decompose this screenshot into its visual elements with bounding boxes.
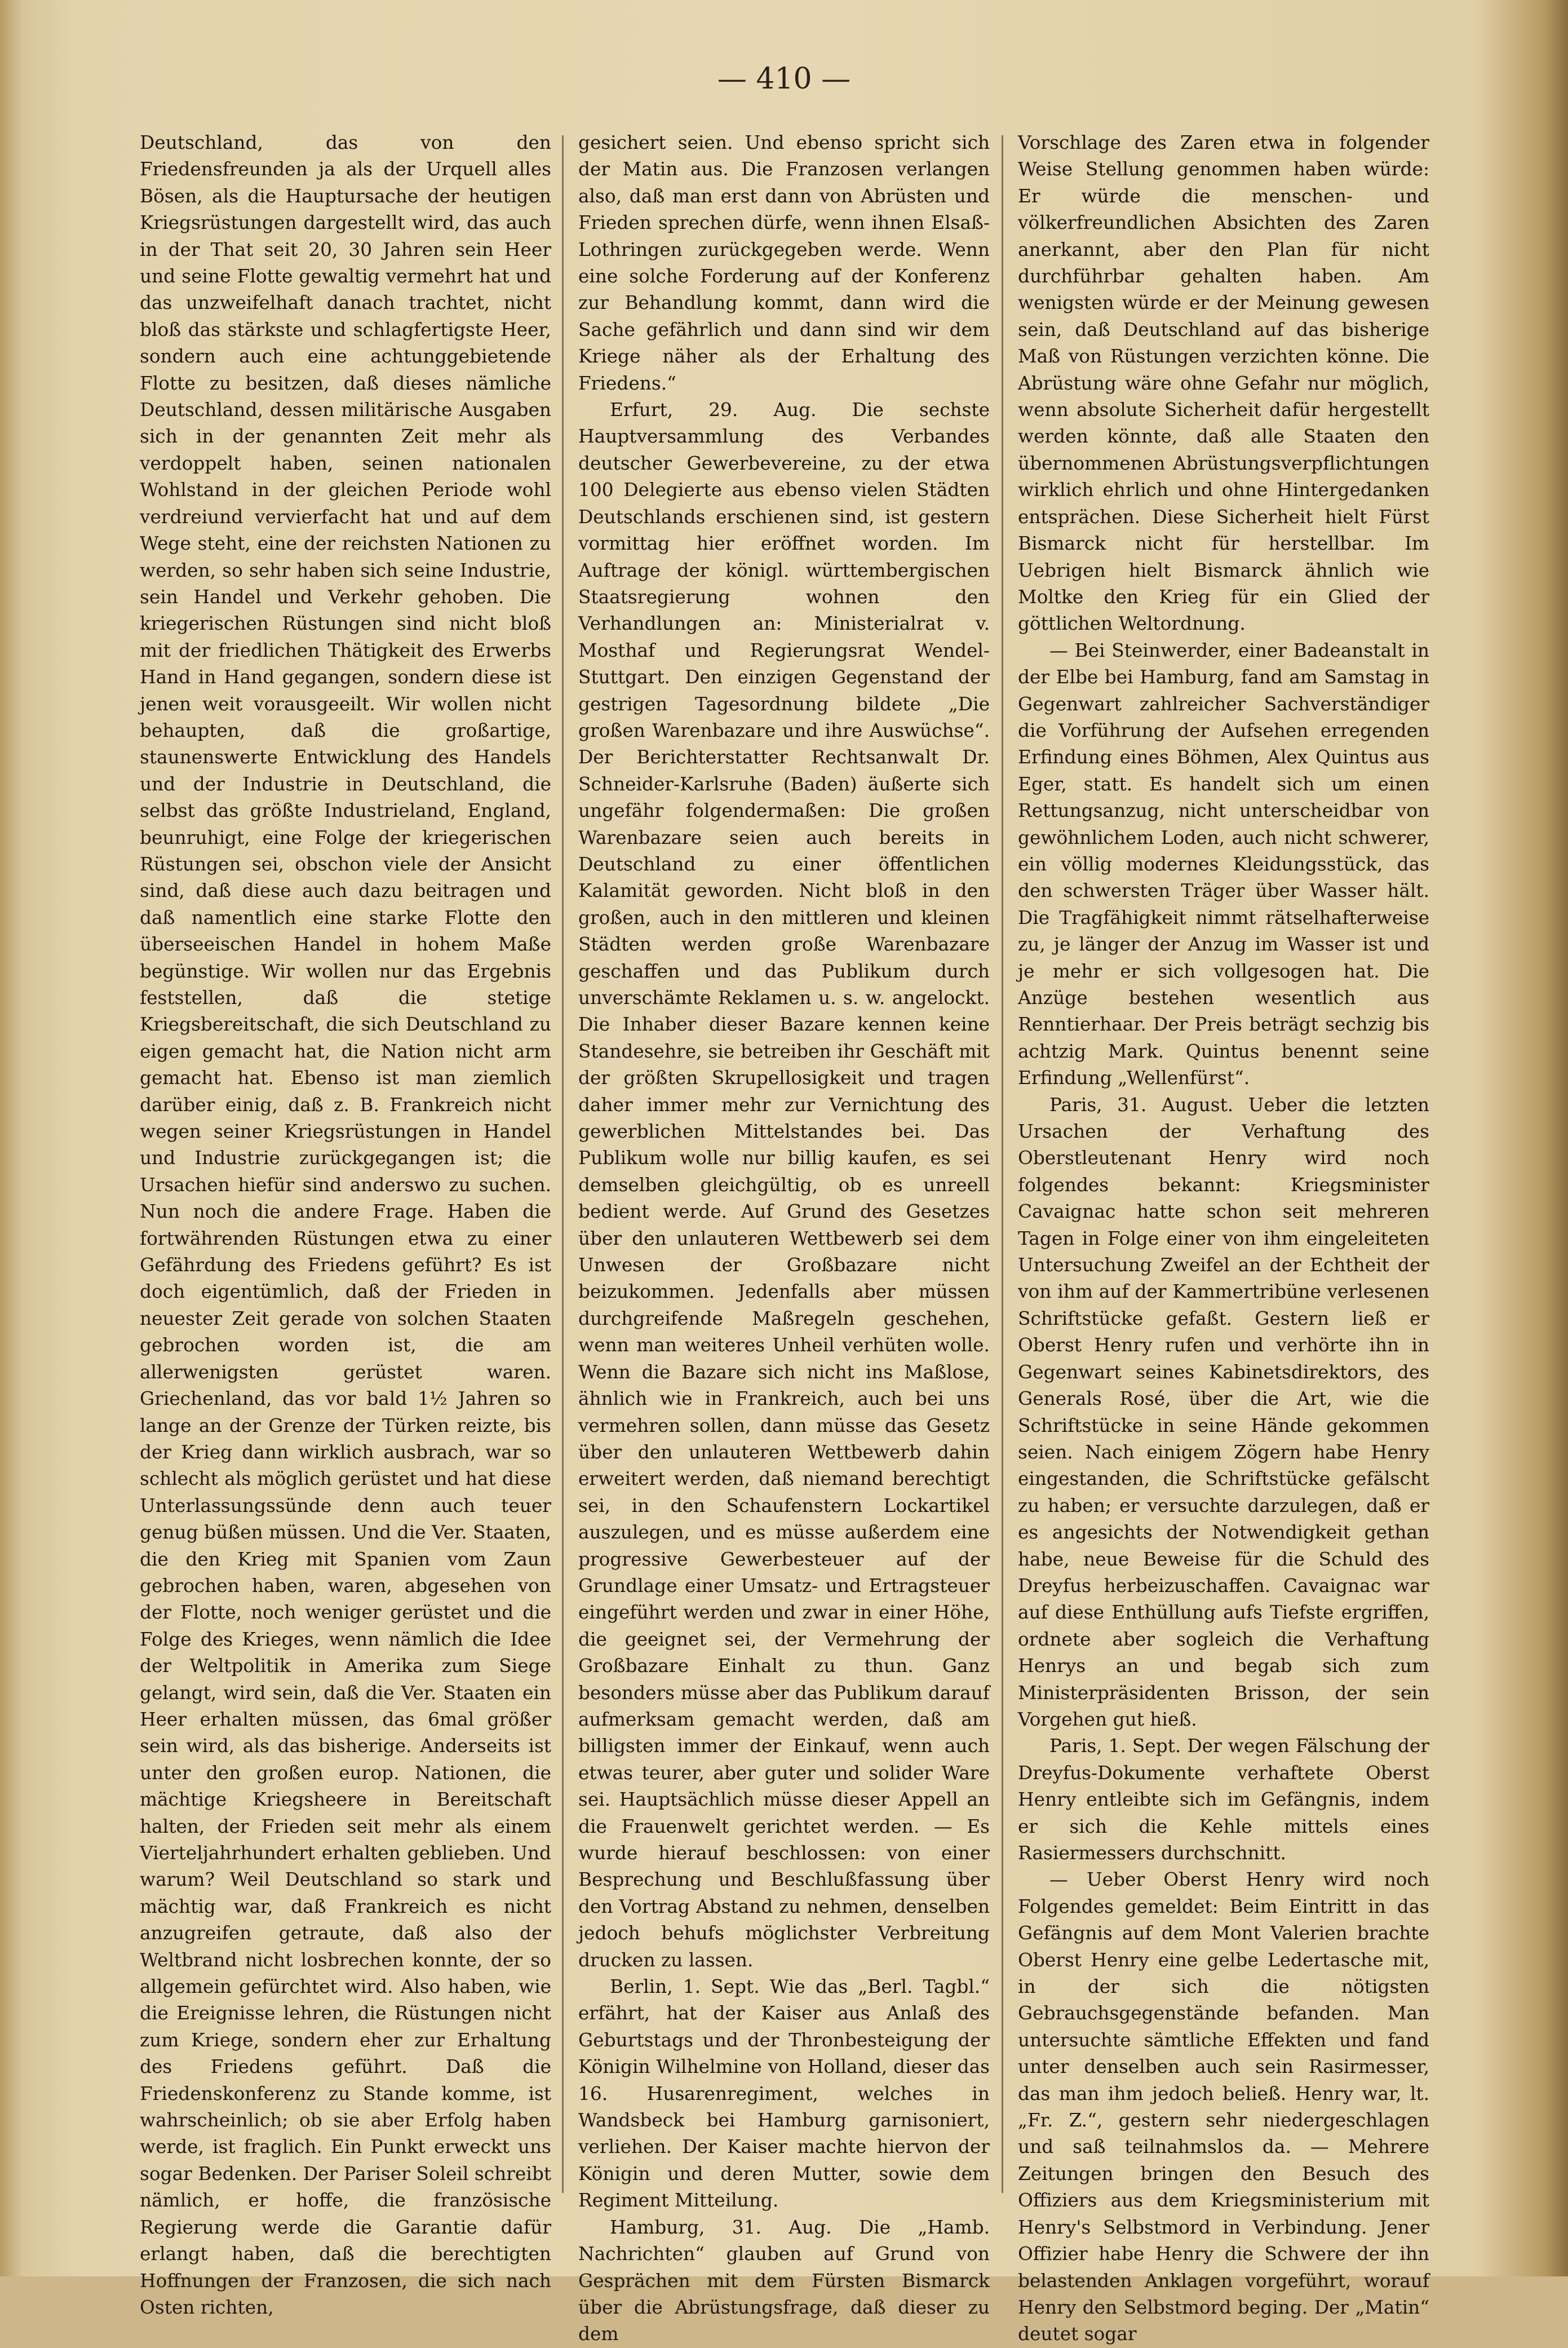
column-divider <box>1002 135 1003 2193</box>
news-item-hamburg: Hamburg, 31. Aug. Die „Hamb. Nachrichten“ glauben auf Grund von Gesprächen mit dem Fürsten Bismarck über die Abrüstungsfrage, daß dieser zu dem <box>578 2216 990 2345</box>
paragraph: Vorschlage des Zaren etwa in folgender Weise Stellung genommen haben würde: Er würde die menschen- und völkerfreundlichen Absichten des Zaren anerkannt, aber den Plan für nicht durchführbar gehalten haben. Am wenigsten würde er der Meinung gewesen sein, daß Deutschland auf das bisherige Maß von Rüstungen verzichten könne. Die Abrüstung wäre ohne Gefahr nur möglich, wenn absolute Sicherheit dafür hergestellt werden könnte, daß alle Staaten den übernommenen Abrüstungsverpflichtungen wirklich ehrlich und ohne Hintergedanken entsprächen. Diese Sicherheit hielt Fürst Bismarck nicht für herstellbar. Im Uebrigen hielt Bismarck ähnlich wie Moltke den Krieg für ein Glied der göttlichen Weltordnung. <box>1018 132 1429 635</box>
page-number: — 410 — <box>717 62 851 96</box>
news-item-berlin: Berlin, 1. Sept. Wie das „Berl. Tagbl.“ erfährt, hat der Kaiser aus Anlaß des Geburtstags und der Thronbesteigung der Königin Wilhelmine von Holland, dieser das 16. Husarenregiment, welches in Wandsbeck bei Hamburg garnisoniert, verliehen. Der Kaiser machte hiervon der Königin und deren Mutter, sowie dem Regiment Mitteilung. <box>578 1976 990 2212</box>
text-column-3 <box>1018 130 1429 2348</box>
news-item-steinwerder: — Bei Steinwerder, einer Badeanstalt in der Elbe bei Hamburg, fand am Samstag in Gegenwart zahlreicher Sachverständiger die Vorführung der Aufsehen erregenden Erfindung eines Böhmen, Alex Quintus aus Eger, statt. Es handelt sich um einen Rettungsanzug, nicht unterscheidbar von gewöhnlichem Loden, auch nicht schwerer, ein völlig modernes Kleidungsstück, das den schwersten Träger über Wasser hält. Die Tragfähigkeit nimmt rätselhafterweise zu, je länger der Anzug im Wasser ist und je mehr er sich vollgesogen hat. Die Anzüge bestehen wesentlich aus Renntierhaar. Der Preis beträgt sechzig bis achtzig Mark. Quintus benennt seine Erfindung „Wellenfürst“. <box>1018 639 1429 1089</box>
paragraph: gesichert seien. Und ebenso spricht sich der Matin aus. Die Franzosen verlangen also, daß man erst dann von Abrüsten und Frieden sprechen dürfe, wenn ihnen Elsaß-Lothringen zurückgegeben werde. Wenn eine solche Forderung auf der Konferenz zur Behandlung kommt, dann wird die Sache gefährlich und dann sind wir dem Kriege näher als der Erhaltung des Friedens.“ <box>578 132 990 394</box>
column-divider <box>562 135 564 2193</box>
news-item-paris-31-august: Paris, 31. August. Ueber die letzten Ursachen der Verhaftung des Oberstleutenant Henry wird noch folgendes bekannt: Kriegsminister Cavaignac hatte schon seit mehreren Tagen in Folge einer von ihm eingeleiteten Untersuchung Zweifel an der Echtheit der von ihm auf der Kammertribüne verlesenen Schriftstücke gefaßt. Gestern ließ er Oberst Henry rufen und verhörte ihn in Gegenwart seines Kabinetsdirektors, des Generals Rosé, über die Art, wie die Schriftstücke in seine Hände gekommen seien. Nach einigem Zögern habe Henry eingestanden, die Schriftstücke gefälscht zu haben; er versuchte darzulegen, daß er es angesichts der Notwendigkeit gethan habe, neue Beweise für die Schuld des Dreyfus herbeizuschaffen. Cavaignac war auf diese Enthüllung aufs Tiefste ergriffen, ordnete aber sogleich die Verhaftung Henrys an und begab sich zum Ministerpräsidenten Brisson, der sein Vorgehen gut hieß. <box>1018 1094 1429 1730</box>
news-item-oberst-henry: — Ueber Oberst Henry wird noch Folgendes gemeldet: Beim Eintritt in das Gefängnis auf dem Mont Valerien brachte Oberst Henry eine gelbe Ledertasche mit, in der sich die nötigsten Gebrauchsgegenstände befanden. Man untersuchte sämtliche Effekten und fand unter denselben auch sein Rasirmesser, das man ihm jedoch beließ. Henry war, lt. „Fr. Z.“, gestern sehr niedergeschlagen und saß teilnahmslos da. — Mehrere Zeitungen bringen den Besuch des Offiziers aus dem Kriegsministerium mit Henry's Selbstmord in Verbindung. Jener Offizier habe Henry die Schwere der ihn belastenden Anklagen vorgeführt, worauf Henry den Selbstmord beging. Der „Matin“ deutet sogar <box>1018 1869 1429 2345</box>
news-item-erfurt: Erfurt, 29. Aug. Die sechste Hauptversammlung des Verbandes deutscher Gewerbevereine, zu der etwa 100 Delegierte aus ebenso vielen Städten Deutschlands erschienen sind, ist gestern vormittag hier eröffnet worden. Im Auftrage der königl. württembergischen Staatsregierung wohnen den Verhandlungen an: Ministerialrat v. Mosthaf und Regierungsrat Wendel-Stuttgart. Den einzigen Gegenstand der gestrigen Tagesordnung bildete „Die großen Warenbazare und ihre Auswüchse“. Der Berichterstatter Rechtsanwalt Dr. Schneider-Karlsruhe (Baden) äußerte sich ungefähr folgendermaßen: Die großen Warenbazare seien auch bereits in Deutschland zu einer öffentlichen Kalamität geworden. Nicht bloß in den großen, auch in den mittleren und kleinen Städten werden große Warenbazare geschaffen und das Publikum durch unverschämte Reklamen u. s. w. angelockt. Die Inhaber dieser Bazare kennen keine Standesehre, sie betreiben ihr Geschäft mit der größten Skrupellosigkeit und tragen daher immer mehr zur Vernichtung des gewerblichen Mittelstandes bei. Das Publikum wolle nur billig kaufen, es sei demselben gleichgültig, ob es unreell bedient werde. Auf Grund des Gesetzes über den unlauteren Wettbewerb sei dem Unwesen der Großbazare nicht beizukommen. Jedenfalls aber müssen durchgreifende Maßregeln geschehen, wenn man weiteres Unheil verhüten wolle. Wenn die Bazare sich nicht ins Maßlose, ähnlich wie in Frankreich, auch bei uns vermehren sollen, dann müsse das Gesetz über den unlauteren Wettbewerb dahin erweitert werden, daß niemand berechtigt sei, in den Schaufenstern Lockartikel auszulegen, und es müsse außerdem eine progressive Gewerbesteuer auf der Grundlage einer Umsatz- und Ertragsteuer eingeführt werden und zwar in einer Höhe, die geeignet sei, der Vermehrung der Großbazare Einhalt zu thun. Ganz besonders müsse aber das Publikum darauf aufmerksam gemacht werden, daß am billigsten immer der Einkauf, wenn auch etwas teurer, aber guter und solider Ware sei. Hauptsächlich müsse dieser Appell an die Frauenwelt gerichtet werden. — Es wurde hierauf beschlossen: von einer Besprechung und Beschlußfassung über den Vortrag Abstand zu nehmen, denselben jedoch behufs möglichster Verbreitung drucken zu lassen. <box>578 399 990 1971</box>
paragraph: Deutschland, das von den Friedensfreunden ja als der Urquell alles Bösen, als die Hauptursache der heutigen Kriegsrüstungen dargestellt wird, das auch in der That seit 20, 30 Jahren sein Heer und seine Flotte gewaltig vermehrt hat und das unzweifelhaft danach trachtet, nicht bloß das stärkste und schlagfertigste Heer, sondern auch eine achtunggebietende Flotte zu besitzen, daß dieses nämliche Deutschland, dessen militärische Ausgaben sich in der genannten Zeit mehr als verdoppelt haben, seinen nationalen Wohlstand in der gleichen Periode wohl verdreiund vervierfacht hat und auf dem Wege steht, eine der reichsten Nationen zu werden, so sehr haben sich seine Industrie, sein Handel und Verkehr gehoben. Die kriegerischen Rüstungen sind nicht bloß mit der friedlichen Thätigkeit des Erwerbs Hand in Hand gegangen, sondern diese ist jenen weit vorausgeeilt. Wir wollen nicht behaupten, daß die großartige, staunenswerte Entwicklung des Handels und der Industrie in Deutschland, die selbst das größte Industrieland, England, beunruhigt, eine Folge der kriegerischen Rüstungen sei, obschon viele der Ansicht sind, daß diese auch dazu beitragen und daß namentlich eine starke Flotte den überseeischen Handel in hohem Maße begünstige. Wir wollen nur das Ergebnis feststellen, daß die stetige Kriegsbereitschaft, die sich Deutschland zu eigen gemacht hat, die Nation nicht arm gemacht hat. Ebenso ist man ziemlich darüber einig, daß z. B. Frankreich nicht wegen seiner Kriegsrüstungen in Handel und Industrie zurückgegangen ist; die Ursachen hiefür sind anderswo zu suchen. Nun noch die andere Frage. Haben die fortwährenden Rüstungen etwa zu einer Gefährdung des Friedens geführt? Es ist doch eigentümlich, daß der Frieden in neuester Zeit gerade von solchen Staaten gebrochen worden ist, die am allerwenigsten gerüstet waren. Griechenland, das vor bald 1½ Jahren so lange an der Grenze der Türken reizte, bis der Krieg dann wirklich ausbrach, war so schlecht als möglich gerüstet und hat diese Unterlassungssünde denn auch teuer genug büßen müssen. Und die Ver. Staaten, die den Krieg mit Spanien vom Zaun gebrochen haben, waren, abgesehen von der Flotte, noch weniger gerüstet und die Folge des Krieges, wenn nämlich die Idee der Weltpolitik in Amerika zum Siege gelangt, wird sein, daß die Ver. Staaten ein Heer erhalten müssen, das 6mal größer sein wird, als das bisherige. Anderseits ist unter den großen europ. Nationen, die mächtige Kriegsheere in Bereitschaft halten, der Frieden seit mehr als einem Vierteljahrhundert erhalten geblieben. Und warum? Weil Deutschland so stark und mächtig war, daß Frankreich es nicht anzugreifen getraute, daß also der Weltbrand nicht losbrechen konnte, der so allgemein gefürchtet wird. Also haben, wie die Ereignisse lehren, die Rüstungen nicht zum Kriege, sondern eher zur Erhaltung des Friedens geführt. Daß die Friedenskonferenz zu Stande komme, ist wahrscheinlich; ob sie aber Erfolg haben werde, ist fraglich. Ein Punkt erweckt uns sogar Bedenken. Der Pariser Soleil schreibt nämlich, er hoffe, die französische Regierung werde die Garantie dafür erlangt haben, daß die berechtigten Hoffnungen der Franzosen, die sich nach Osten richten, <box>140 132 551 2318</box>
news-item-paris-1-sept: Paris, 1. Sept. Der wegen Fälschung der Dreyfus-Dokumente verhaftete Oberst Henry entleibte sich im Gefängnis, indem er sich die Kehle mittels eines Rasiermessers durchschnitt. <box>1018 1735 1429 1864</box>
text-column-2 <box>578 130 990 2348</box>
text-column-1 <box>140 130 551 2321</box>
